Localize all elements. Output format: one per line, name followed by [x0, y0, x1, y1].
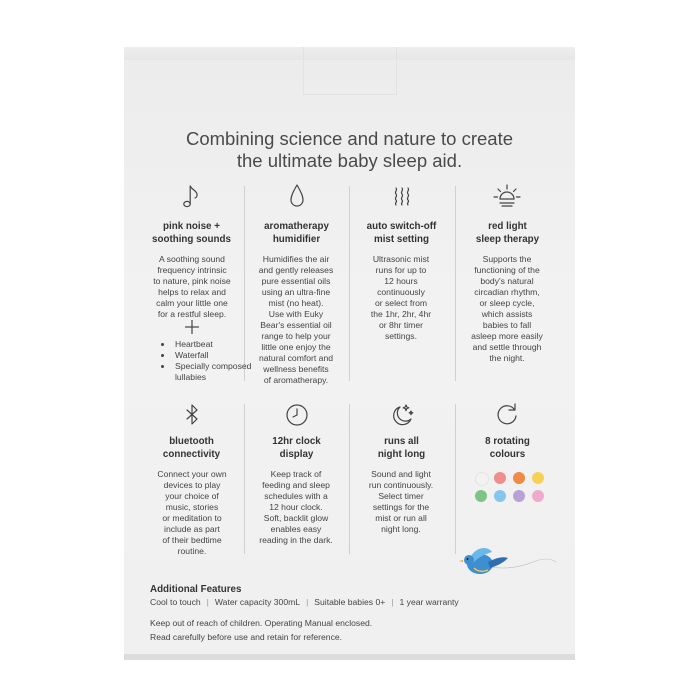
feature-title-mist-setting [349, 220, 454, 246]
desc-line: of aromatherapy. [263, 375, 329, 385]
feature-title-line: display [279, 449, 314, 460]
feature-title-line: night long [377, 449, 426, 460]
desc-line: mist or run all [375, 513, 427, 523]
plus-icon [185, 320, 199, 334]
separator: | [206, 597, 209, 607]
feature-title-line: pink noise + [163, 221, 220, 232]
desc-line: settings. [384, 331, 417, 341]
separator: | [391, 597, 394, 607]
additional-feature: Cool to touch [150, 597, 201, 607]
desc-line: frequency intrinsic [157, 265, 227, 275]
desc-line: functioning of the [474, 265, 540, 275]
desc-line: which assists [481, 309, 533, 319]
feature-title-aromatherapy [244, 220, 349, 246]
desc-line: wellness benefits [263, 364, 329, 374]
feature-title-rotating-colours [455, 435, 560, 461]
desc-line: circadian rhythm, [474, 287, 540, 297]
desc-line: schedules with a [264, 491, 328, 501]
additional-feature: Suitable babies 0+ [314, 597, 386, 607]
feature-desc-aromatherapy [246, 254, 346, 386]
additional-feature: 1 year warranty [399, 597, 459, 607]
divider [349, 404, 350, 554]
desc-line: mist (no heat). [268, 298, 324, 308]
droplet-icon [282, 181, 312, 211]
feature-title-line: humidifier [272, 234, 321, 245]
desc-line: or meditation to [162, 513, 222, 523]
desc-line: and gently releases [258, 265, 334, 275]
desc-line: for a restful sleep. [157, 309, 227, 319]
list-item: • Waterfall [173, 350, 253, 361]
feature-title-line: auto switch-off [366, 221, 437, 232]
desc-line: Connect your own [157, 469, 227, 479]
clock-icon [282, 400, 312, 430]
additional-features-title: Additional Features [150, 584, 242, 595]
music-note-icon [177, 181, 207, 211]
desc-line: 12 hours [384, 276, 418, 286]
desc-line: calm your little one [156, 298, 228, 308]
desc-line: asleep more easily [471, 331, 543, 341]
feature-desc-night-long [351, 469, 451, 535]
bird-illustration [458, 540, 558, 585]
desc-line: range to help your [261, 331, 331, 341]
feature-title-pink-noise [139, 220, 244, 246]
divider [455, 186, 456, 381]
mist-icon [387, 181, 417, 211]
colour-swatch [475, 490, 487, 502]
desc-line: routine. [177, 546, 207, 556]
desc-line: using an ultra-fine [261, 287, 331, 297]
sound-list [163, 339, 253, 383]
additional-features-list [150, 597, 459, 607]
feature-title-line: red light [488, 221, 527, 232]
desc-line: the 1hr, 2hr, 4hr [370, 309, 432, 319]
desc-line: 12 hour clock. [269, 502, 323, 512]
safety-note: Read carefully before use and retain for reference. [150, 632, 343, 642]
moon-stars-icon [387, 400, 417, 430]
desc-line: Use with Euky [268, 309, 324, 319]
feature-title-line: runs all [384, 436, 419, 447]
desc-line: little one enjoy the [261, 342, 331, 352]
desc-line: devices to play [163, 480, 221, 490]
desc-line: feeding and sleep [262, 480, 330, 490]
desc-line: runs for up to [375, 265, 427, 275]
colour-swatch [532, 472, 544, 484]
desc-line: natural comfort and [258, 353, 334, 363]
feature-title-line: colours [489, 449, 526, 460]
feature-title-red-light [455, 220, 560, 246]
feature-title-bluetooth [139, 435, 244, 461]
colour-swatch [532, 490, 544, 502]
colour-swatch [513, 490, 525, 502]
desc-line: Supports the [482, 254, 532, 264]
desc-line: Soft, backlit glow [263, 513, 329, 523]
feature-title-line: bluetooth [169, 436, 214, 447]
headline [124, 128, 575, 172]
desc-line: night long. [381, 524, 421, 534]
desc-line: the night. [489, 353, 525, 363]
colour-swatch [513, 472, 525, 484]
desc-line: Ultrasonic mist [372, 254, 430, 264]
desc-line: include as part [164, 524, 220, 534]
feature-title-night-long [349, 435, 454, 461]
desc-line: run continuously. [368, 480, 434, 490]
desc-line: Bear's essential oil [260, 320, 332, 330]
feature-desc-red-light [457, 254, 557, 364]
colour-swatch [494, 472, 506, 484]
divider [455, 404, 456, 554]
bluetooth-icon [177, 400, 207, 430]
desc-line: enables easy [270, 524, 322, 534]
desc-line: to nature, pink noise [153, 276, 231, 286]
divider [349, 186, 350, 381]
feature-title-line: soothing sounds [152, 234, 231, 245]
feature-title-line: aromatherapy [264, 221, 329, 232]
desc-line: pure essential oils [261, 276, 331, 286]
package-flap [303, 47, 397, 95]
list-item: • Heartbeat [173, 339, 253, 350]
feature-title-line: 8 rotating [485, 436, 530, 447]
feature-desc-clock [246, 469, 346, 546]
desc-line: or sleep cycle, [479, 298, 535, 308]
sun-icon [492, 181, 522, 211]
desc-line: and settle through [472, 342, 542, 352]
safety-note: Keep out of reach of children. Operating Manual enclosed. [150, 618, 373, 628]
colour-swatch [475, 472, 489, 486]
desc-line: or select from [374, 298, 428, 308]
desc-line: Sound and light [371, 469, 431, 479]
package-bottom-edge [124, 654, 575, 660]
desc-line: Select timer [378, 491, 424, 501]
desc-line: of their bedtime [162, 535, 222, 545]
separator: | [306, 597, 309, 607]
rotate-icon [492, 400, 522, 430]
additional-feature: Water capacity 300mL [214, 597, 301, 607]
desc-line: reading in the dark. [259, 535, 333, 545]
feature-desc-mist-setting [351, 254, 451, 342]
desc-line: or 8hr timer [379, 320, 423, 330]
desc-line: music, stories [165, 502, 219, 512]
feature-title-clock [244, 435, 349, 461]
feature-title-line: mist setting [374, 234, 429, 245]
desc-line: continuously [377, 287, 425, 297]
feature-desc-bluetooth [142, 469, 242, 557]
feature-title-line: 12hr clock [272, 436, 321, 447]
desc-line: babies to fall [482, 320, 532, 330]
desc-line: body's natural [480, 276, 534, 286]
feature-title-line: connectivity [162, 449, 221, 460]
list-item: • Specially composed lullabies [173, 361, 253, 383]
desc-line: settings for the [372, 502, 430, 512]
desc-line: Keep track of [270, 469, 322, 479]
divider [244, 404, 245, 554]
headline-line-1: Combining science and nature to create [185, 128, 514, 149]
desc-line: A soothing sound [159, 254, 225, 264]
feature-title-line: sleep therapy [475, 234, 540, 245]
desc-line: your choice of [165, 491, 219, 501]
feature-desc-pink-noise [142, 254, 242, 320]
headline-line-2: the ultimate baby sleep aid. [236, 150, 463, 171]
desc-line: helps to relax and [158, 287, 226, 297]
desc-line: Humidifies the air [262, 254, 330, 264]
colour-swatch [494, 490, 506, 502]
